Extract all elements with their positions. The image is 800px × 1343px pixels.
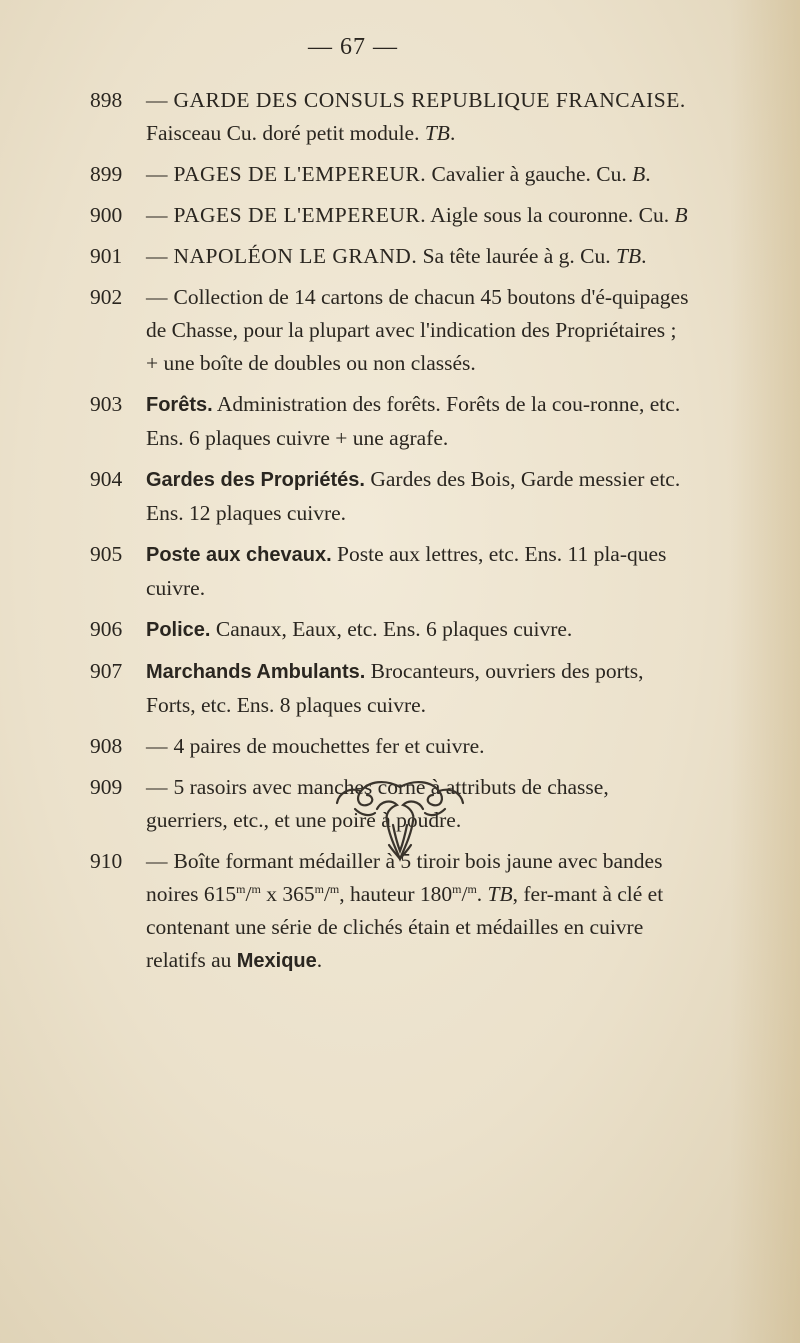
unit-sup: m — [236, 881, 246, 896]
unit-sup: m — [467, 881, 477, 896]
entry-end: . — [645, 162, 651, 186]
entry-number: 899 — [90, 162, 123, 186]
catalogue-entry — [90, 281, 690, 380]
entry-text: Canaux, Eaux, etc. Ens. 6 plaques cuivre. — [210, 617, 573, 641]
entry-text: Sa tête laurée à g. Cu. — [417, 244, 617, 268]
entry-body — [146, 158, 690, 191]
catalogue-entry — [90, 655, 690, 722]
entry-number: 907 — [90, 659, 123, 683]
page-number: — 67 — — [308, 34, 398, 60]
unit-sup: m — [251, 881, 261, 896]
entry-text: Boîte formant médailler à 5 tiroir bois jaune avec bandes noires 615 — [146, 849, 663, 906]
entry-dash: — — [146, 88, 168, 112]
entry-text: Brocanteurs, ouvriers des ports, Forts, etc. Ens. 8 plaques cuivre. — [146, 659, 644, 717]
entry-number: 902 — [90, 285, 123, 309]
entry-grade: B — [632, 162, 646, 186]
entry-grade: B — [674, 203, 688, 227]
entry-text: 5 rasoirs avec manches corne à attributs de chasse, guerriers, etc., et une poire à poudre. — [146, 775, 609, 832]
entry-end: . — [449, 121, 456, 145]
catalogue-entry — [90, 463, 690, 530]
entry-heading: GARDE DES CONSULS REPUBLIQUE FRANCAISE. — [173, 88, 686, 112]
entry-text: . — [476, 882, 488, 906]
catalogue-entry — [90, 388, 690, 455]
entry-dash: — — [146, 849, 168, 873]
entry-text: , hauteur 180 — [339, 882, 453, 906]
unit-slash: / — [323, 882, 330, 906]
entry-number: 906 — [90, 617, 123, 641]
entry-number: 903 — [90, 392, 123, 416]
entry-body — [146, 84, 690, 150]
entry-dash: — — [146, 285, 168, 309]
entry-text: Poste aux lettres, etc. Ens. 11 pla-ques cuivre. — [146, 542, 667, 600]
entry-dash: — — [146, 162, 168, 186]
entry-grade: TB — [424, 121, 450, 145]
entry-number: 904 — [90, 467, 123, 491]
entry-keyword: Mexique — [236, 950, 317, 972]
entry-body — [146, 281, 690, 380]
entry-text: Faisceau Cu. doré petit module. — [146, 121, 425, 145]
entry-number: 908 — [90, 734, 123, 758]
entry-body — [146, 730, 690, 763]
catalogue-entry — [90, 538, 690, 605]
entry-number: 900 — [90, 203, 123, 227]
entry-grade: TB — [487, 882, 513, 906]
entry-body — [146, 240, 690, 273]
unit-slash: / — [245, 882, 252, 906]
unit-sup: m — [314, 881, 324, 896]
entry-heading: Poste aux chevaux. — [146, 544, 332, 566]
entry-body — [146, 613, 690, 647]
entry-body — [146, 199, 690, 232]
catalogue-entry — [90, 84, 690, 150]
entry-number: 901 — [90, 244, 123, 268]
entry-grade: TB — [616, 244, 642, 268]
entry-heading: Marchands Ambulants. — [146, 661, 366, 683]
ornament-fleuron — [325, 775, 475, 865]
entry-number: 910 — [90, 849, 123, 873]
catalogue-entry — [90, 613, 690, 647]
entry-heading: Police. — [146, 619, 211, 641]
entry-text: x 365 — [260, 882, 315, 906]
entry-end: . — [316, 948, 323, 972]
entry-text: Collection de 14 cartons de chacun 45 boutons d'é-quipages de Chasse, pour la plupart avec l'indication des Propriétaires ; + une boîte de doubles ou non classés. — [146, 285, 689, 375]
entry-dash: — — [146, 775, 168, 799]
entry-dash: — — [146, 244, 168, 268]
entry-heading: PAGES DE L'EMPEREUR. — [173, 203, 427, 227]
entry-body — [146, 388, 690, 455]
entry-text: , fer-mant à clé et contenant une série de clichés étain et médailles en cuivre relatifs au — [146, 882, 664, 972]
entry-body — [146, 655, 690, 722]
entry-dash: — — [146, 734, 168, 758]
catalogue-entry — [90, 730, 690, 763]
entry-text: Administration des forêts. Forêts de la cou-ronne, etc. Ens. 6 plaques cuivre + une agrafe. — [146, 392, 681, 450]
page-edge-shading — [730, 0, 800, 1343]
entry-heading: Forêts. — [146, 394, 213, 416]
catalogue-entry — [90, 158, 690, 191]
entry-text: Gardes des Bois, Garde messier etc. Ens. 12 plaques cuivre. — [146, 467, 681, 525]
entry-text: Cavalier à gauche. Cu. — [426, 162, 633, 186]
entry-end: . — [641, 244, 647, 268]
entry-number: 909 — [90, 775, 123, 799]
entry-number: 905 — [90, 542, 123, 566]
unit-sup: m — [452, 881, 462, 896]
entry-dash: — — [146, 203, 168, 227]
catalogue-entry — [90, 199, 690, 232]
entry-body — [146, 538, 690, 605]
unit-sup: m — [329, 881, 340, 896]
catalogue-entry — [90, 240, 690, 273]
entry-text: 4 paires de mouchettes fer et cuivre. — [173, 734, 485, 758]
entry-heading: NAPOLÉON LE GRAND. — [173, 244, 418, 268]
entry-number: 898 — [90, 88, 123, 112]
entry-text: Aigle sous la couronne. Cu. — [426, 203, 675, 227]
unit-slash: / — [461, 882, 468, 906]
entry-body — [146, 463, 690, 530]
entry-heading: Gardes des Propriétés. — [146, 469, 365, 491]
entry-heading: PAGES DE L'EMPEREUR. — [173, 162, 427, 186]
